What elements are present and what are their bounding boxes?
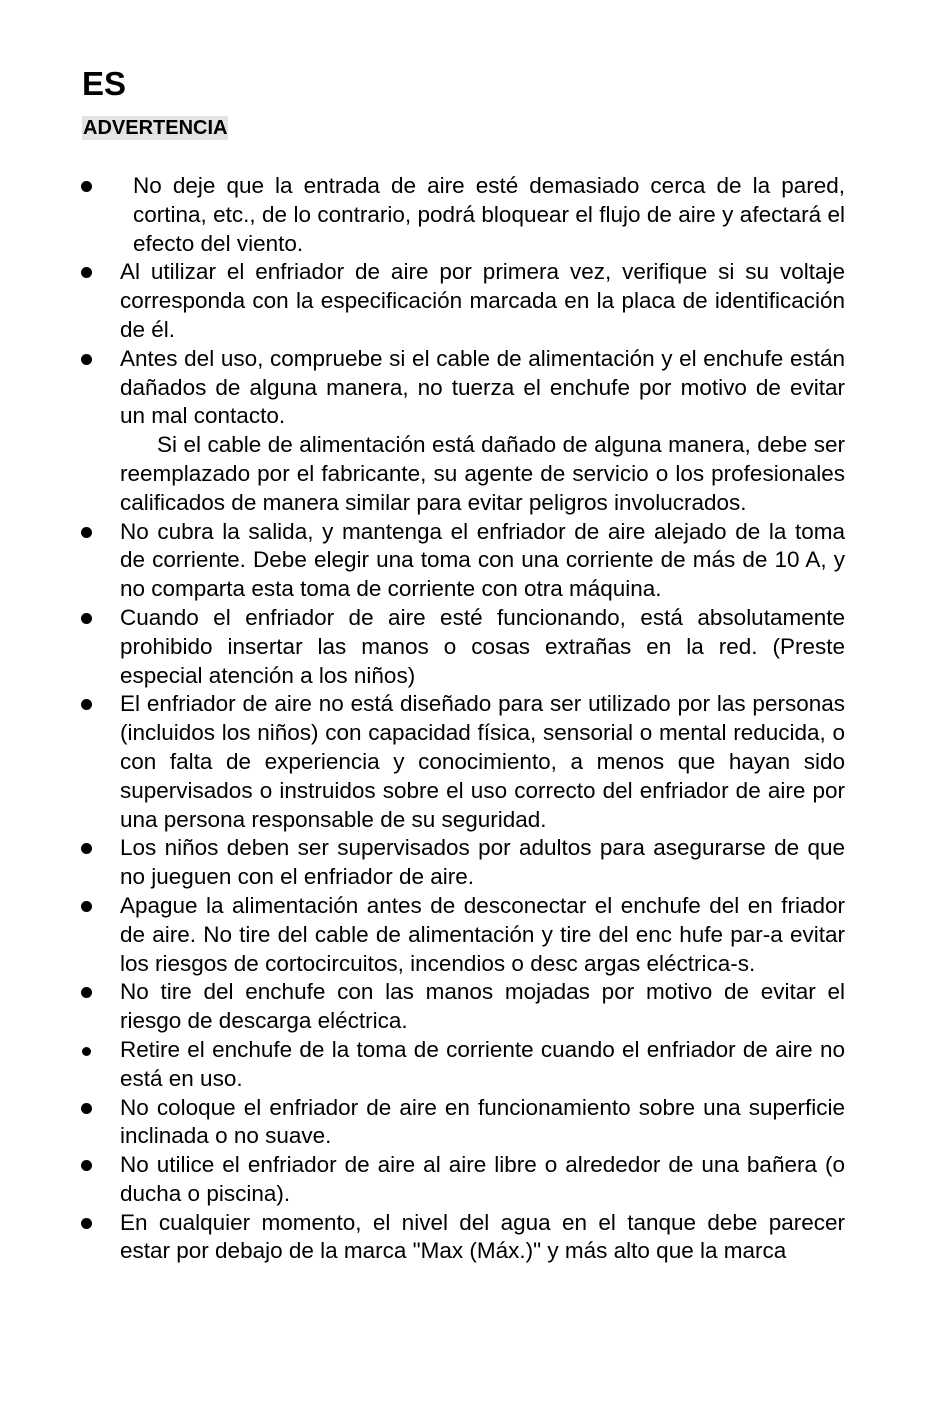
warning-list (0, 172, 950, 1266)
list-item (120, 345, 845, 518)
list-item (120, 892, 845, 978)
item-text: No tire del enchufe con las manos mojadas por motivo de evitar el riesgo de descarga eléctrica. (120, 979, 845, 1034)
list-item (120, 1209, 845, 1267)
list-item (120, 1036, 845, 1094)
item-text-continued: Si el cable de alimentación está dañado de alguna manera, debe ser reemplazado por el fabricante, su agente de servicio o los profesionales calificados de manera similar para evitar peligros involucrados. (120, 432, 845, 515)
bullet-icon (81, 354, 92, 365)
list-item (120, 978, 845, 1036)
bullet-icon (81, 987, 92, 998)
bullet-icon (81, 181, 92, 192)
bullet-icon (81, 699, 92, 710)
item-text: No utilice el enfriador de aire al aire libre o alrededor de una bañera (o ducha o piscina). (120, 1152, 845, 1206)
item-text: Al utilizar el enfriador de aire por primera vez, verifique si su voltaje corresponda con la especificación marcada en la placa de identificación de él. (120, 259, 845, 342)
item-text: No cubra la salida, y mantenga el enfriador de aire alejado de la toma de corriente. Debe elegir una toma con una corriente de más de 10 A, y no comparta esta toma de corriente con otra máquina. (120, 518, 845, 602)
bullet-icon (81, 613, 92, 624)
item-text: Retire el enchufe de la toma de corriente cuando el enfriador de aire no está en uso. (120, 1036, 845, 1091)
list-item (120, 834, 845, 892)
bullet-icon (82, 1047, 91, 1056)
item-text: En cualquier momento, el nivel del agua en el tanque debe parecer estar por debajo de la marca "Max (Máx.)" y más alto que la marca (120, 1209, 845, 1264)
list-item (120, 690, 845, 834)
item-text: Apague la alimentación antes de desconectar el enchufe del en friador de aire. No tire del cable de alimentación y tire del enc hufe par-a evitar los riesgos de cortocircuitos, incendios o desc argas eléctrica-s. (120, 892, 845, 976)
language-code: ES (82, 65, 127, 102)
bullet-icon (81, 1103, 92, 1114)
bullet-icon (81, 527, 92, 538)
list-item (120, 518, 845, 604)
list-item (120, 1151, 845, 1209)
bullet-icon (81, 1160, 92, 1171)
item-text: Cuando el enfriador de aire esté funcionando, está absolutamente prohibido insertar las manos o cosas extrañas en la red. (Preste especial atención a los niños) (120, 604, 845, 688)
bullet-icon (81, 1218, 92, 1229)
item-text: El enfriador de aire no está diseñado para ser utilizado por las personas (incluidos los niños) con capacidad física, sensorial o mental reducida, o con falta de experiencia y conocimiento, a menos que hayan sido supervisados o instruidos sobre el uso correcto del enfriador de aire por una persona responsable de su seguridad. (120, 691, 845, 832)
bullet-icon (81, 843, 92, 854)
item-text: Los niños deben ser supervisados por adultos para asegurarse de que no jueguen con el enfriador de aire. (120, 835, 845, 890)
item-text: No coloque el enfriador de aire en funcionamiento sobre una superficie inclinada o no suave. (120, 1094, 845, 1149)
list-item (120, 604, 845, 690)
item-text: Antes del uso, compruebe si el cable de alimentación y el enchufe están dañados de alguna manera, no tuerza el enchufe por motivo de evitar un mal contacto. (120, 345, 845, 429)
bullet-icon (81, 901, 92, 912)
list-item (120, 1094, 845, 1152)
bullet-icon (81, 267, 92, 278)
item-text: No deje que la entrada de aire esté demasiado cerca de la pared, cortina, etc., de lo contrario, podrá bloquear el flujo de aire y afectará el efecto del viento. (133, 173, 845, 256)
list-item (120, 258, 845, 344)
list-item (120, 172, 845, 258)
warning-heading: ADVERTENCIA (83, 117, 228, 139)
